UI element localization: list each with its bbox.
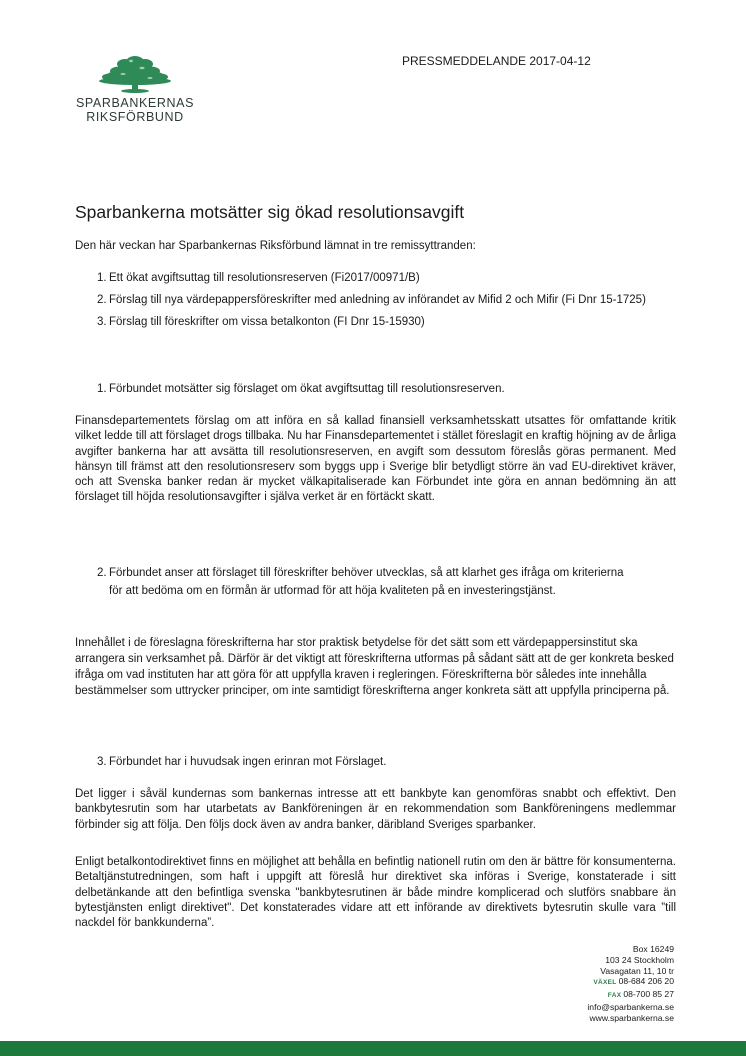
address-block (587, 944, 674, 1024)
address-street: Vasagatan 11, 10 tr (600, 965, 674, 976)
section-number: 1. (97, 383, 107, 395)
remiss-list (75, 270, 675, 336)
section3-heading (75, 754, 675, 776)
fax-number: 08-700 85 27 (623, 989, 674, 1000)
list-item (75, 270, 675, 286)
address-postal: 103 24 Stockholm (605, 954, 674, 965)
section-heading-text: Förbundet motsätter sig förslaget om ökat avgiftsuttag till resolutionsreserven. (109, 383, 505, 395)
sparbankernas-logo (70, 50, 200, 124)
list-number: 3. (97, 316, 107, 328)
address-phone (587, 976, 674, 989)
section3-body-1: Det ligger i såväl kundernas som bankernas intresse att ett bankbyte kan genomföras snabbt och effektivt. Den bankbytesrutin som har utarbetats av Bankföreningen är en rekommendation som Bankföreningens medlemmar förbinder sig att följa. Den följs dock även av andra banker, däribland Sveriges sparbanker. (75, 788, 676, 831)
press-release-date: PRESSMEDDELANDE 2017-04-12 (402, 54, 591, 68)
address-fax (587, 989, 674, 1002)
list-text: Ett ökat avgiftsuttag till resolutionsreserven (Fi2017/00971/B) (109, 272, 420, 284)
list-text: Förslag till föreskrifter om vissa betalkonton (FI Dnr 15-15930) (109, 316, 425, 328)
document-title: Sparbankerna motsätter sig ökad resolutionsavgift (75, 202, 465, 222)
phone-number: 08-684 206 20 (618, 976, 674, 987)
fax-label: FAX (607, 992, 622, 1000)
section-heading-item (75, 381, 675, 397)
list-number: 1. (97, 272, 107, 284)
section-heading-item (75, 565, 635, 600)
intro-text: Den här veckan har Sparbankernas Riksförbund lämnat in tre remissyttranden: (75, 240, 476, 252)
list-item (75, 314, 675, 330)
section-heading-text: Förbundet har i huvudsak ingen erinran mot Förslaget. (109, 756, 387, 768)
list-text: Förslag till nya värdepappersföreskrifter med anledning av införandet av Mifid 2 och Mifir (Fi Dnr 15-1725) (109, 294, 646, 306)
section3-body-2: Enligt betalkontodirektivet finns en möjlighet att behålla en befintlig nationell rutin om den är bättre för konsumenterna. Betaltjänstutredningen, som haft i uppgift att föreslå hur direktivet ska införas i Sverige, konstaterade i sitt delbetänkande att den befintliga svenska "bankbytesrutinen är både mindre komplicerad och slutförs snabbare än bytestjänsten enligt direktivet". Det konstaterades vidare att ett införande av direktivets bytesrutin skulle vara ”till nackdel för bankkunderna”. (75, 856, 676, 930)
list-number: 2. (97, 294, 107, 306)
logo-text-line1: SPARBANKERNAS (75, 96, 195, 110)
section-number: 2. (97, 567, 107, 579)
section2-body: Innehållet i de föreslagna föreskrifterna har stor praktisk betydelse för det sätt som ett värdepappersinstitut ska arrangera sin verksamhet på. Därför är det viktigt att föreskrifterna utformas på sådant sätt att de ger konkreta besked ifråga om vad instituten har att göra för att uppfylla kraven i regleringen. Föreskrifterna bör således inte innehålla bestämmelser som uttrycker principer, om inte samtidigt föreskrifterna anger konkreta sätt att uppfylla principerna på. (75, 637, 674, 698)
address-email[interactable]: info@sparbankerna.se (587, 1001, 674, 1012)
address-website[interactable]: www.sparbankerna.se (589, 1012, 674, 1023)
phone-label: VÄXEL (593, 979, 617, 987)
section-heading-item (75, 754, 675, 770)
tree-icon (95, 50, 175, 94)
list-item (75, 292, 675, 308)
section-number: 3. (97, 756, 107, 768)
footer-bar (0, 1041, 746, 1056)
section1-heading (75, 381, 675, 403)
address-box: Box 16249 (632, 944, 674, 954)
logo-text-line2: RIKSFÖRBUND (86, 110, 184, 124)
section-heading-text: Förbundet anser att förslaget till föreskrifter behöver utvecklas, så att klarhet ges ifråga om kriterierna för att bedöma om en förmån är utformad för att höja kvaliteten på en investeringstjänst. (109, 567, 624, 597)
section2-heading (75, 565, 635, 606)
section1-body: Finansdepartementets förslag om att införa en så kallad finansiell verksamhetsskatt utsattes för omfattande kritik vilket ledde till att förslaget drogs tillbaka. Nu har Finansdepartementet i stället föreslagit en kraftig höjning av de årliga avgifter bankerna har att avsätta till resolutionsreserven, en avgift som dessutom föreslås göras permanent. Med hänsyn till främst att den resolutionsreserv som byggs upp i Sverige blir betydligt större än vad EU-direktivet kräver, och att Svenska banker redan är mycket välkapitaliserade kan Förbundet inte göra en annan bedömning än att förslaget till höjda resolutionsavgifter i själva verket är en förtäckt skatt. (75, 415, 676, 504)
